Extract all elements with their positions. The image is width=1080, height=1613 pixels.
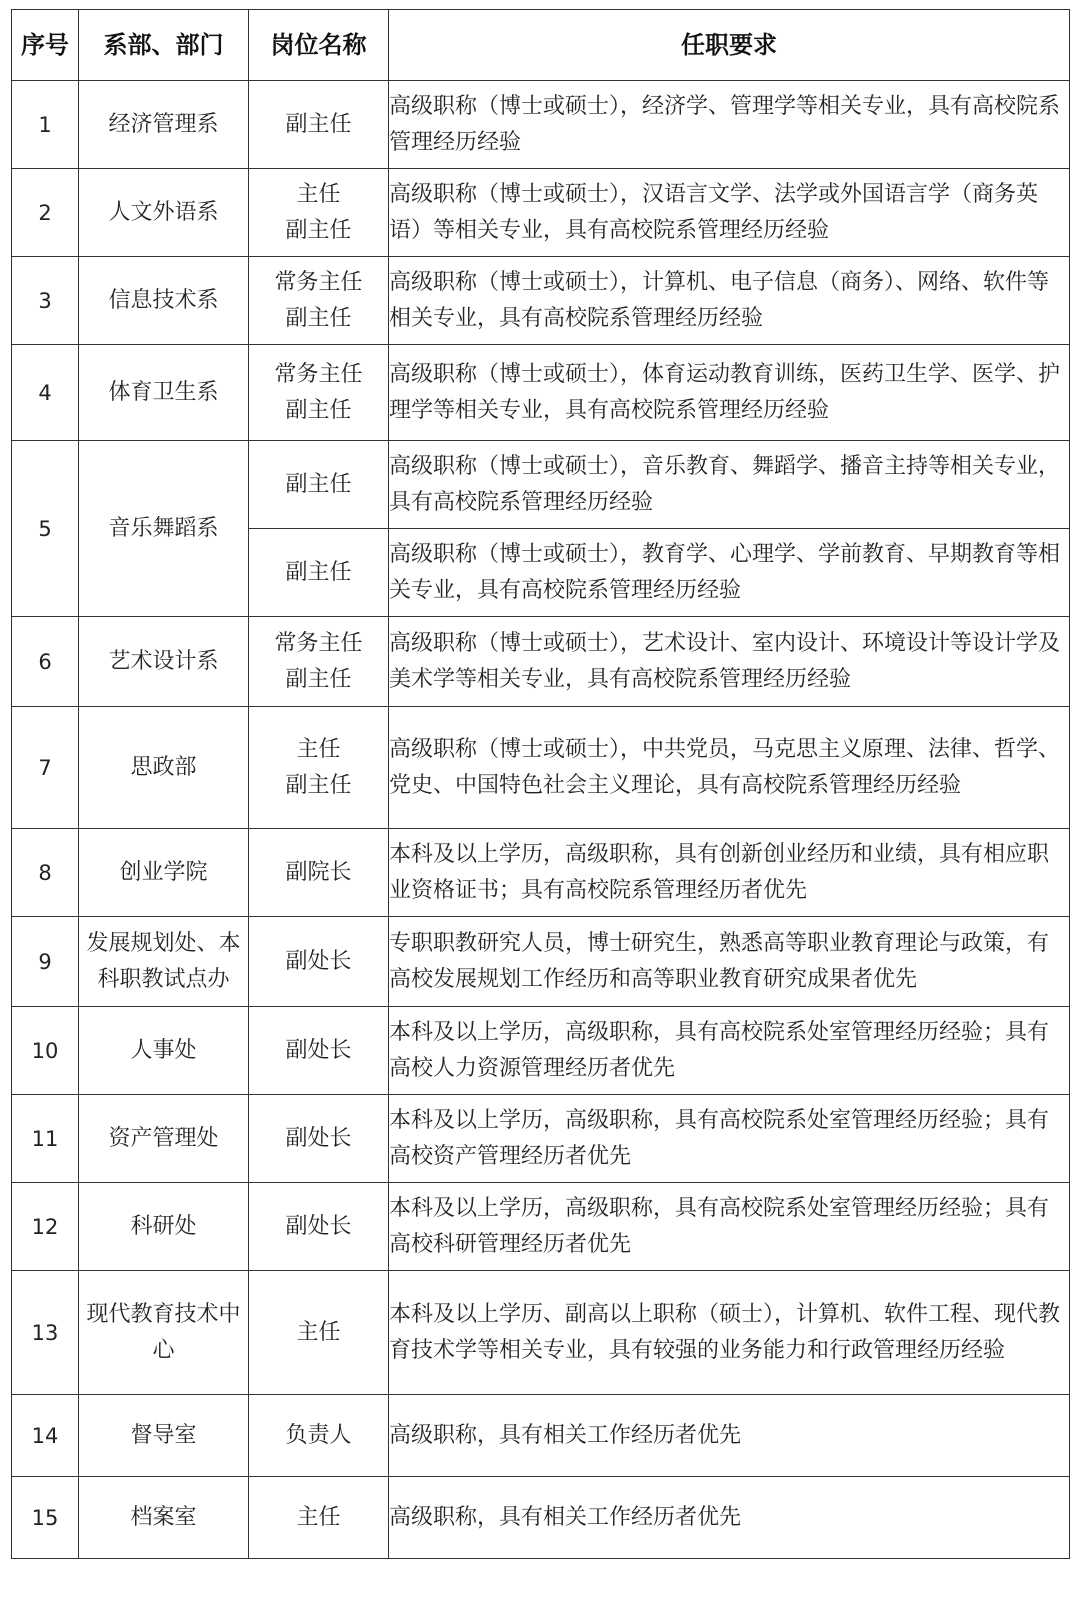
department-cell: 思政部 (79, 707, 249, 829)
row-number: 14 (12, 1395, 79, 1477)
requirement-cell: 高级职称（博士或硕士），教育学、心理学、学前教育、早期教育等相关专业，具有高校院系管理经历经验 (389, 529, 1070, 617)
row-number: 9 (12, 917, 79, 1007)
table-row (12, 1183, 1070, 1271)
position-title: 负责人 (285, 1422, 352, 1448)
row-number: 10 (12, 1007, 79, 1095)
position-cell (249, 529, 389, 617)
position-title: 副主任 (285, 559, 352, 585)
department-cell: 人文外语系 (79, 169, 249, 257)
position-title: 副主任 (285, 111, 352, 137)
position-cell (249, 1095, 389, 1183)
table-row (12, 257, 1070, 345)
table-header-row (12, 10, 1070, 81)
requirement-cell: 本科及以上学历、副高以上职称（硕士），计算机、软件工程、现代教育技术学等相关专业，具有较强的业务能力和行政管理经历经验 (389, 1271, 1070, 1395)
row-number: 12 (12, 1183, 79, 1271)
position-cell (249, 1477, 389, 1559)
table-row (12, 829, 1070, 917)
row-number: 7 (12, 707, 79, 829)
department-cell: 现代教育技术中心 (79, 1271, 249, 1395)
requirement-cell: 高级职称，具有相关工作经历者优先 (389, 1395, 1070, 1477)
position-title: 副主任 (285, 397, 352, 423)
position-title: 副处长 (285, 948, 352, 974)
requirement-cell: 高级职称（博士或硕士），体育运动教育训练，医药卫生学、医学、护理学等相关专业，具有高校院系管理经历经验 (389, 345, 1070, 441)
table-row (12, 917, 1070, 1007)
position-cell (249, 1183, 389, 1271)
row-number: 6 (12, 617, 79, 707)
position-title: 副主任 (285, 217, 352, 243)
table-row (12, 1007, 1070, 1095)
requirement-cell: 高级职称（博士或硕士），音乐教育、舞蹈学、播音主持等相关专业，具有高校院系管理经历经验 (389, 441, 1070, 529)
table-row (12, 1271, 1070, 1395)
position-cell (249, 1271, 389, 1395)
header-department: 系部、部门 (79, 10, 249, 81)
position-cell (249, 1007, 389, 1095)
row-number: 13 (12, 1271, 79, 1395)
header-number: 序号 (12, 10, 79, 81)
department-cell: 体育卫生系 (79, 345, 249, 441)
department-cell: 艺术设计系 (79, 617, 249, 707)
row-number: 5 (12, 441, 79, 617)
row-number: 1 (12, 81, 79, 169)
header-position: 岗位名称 (249, 10, 389, 81)
department-cell: 档案室 (79, 1477, 249, 1559)
table-body (12, 81, 1070, 1559)
requirement-cell: 高级职称（博士或硕士），计算机、电子信息（商务）、网络、软件等相关专业，具有高校院系管理经历经验 (389, 257, 1070, 345)
position-title: 主任 (296, 1319, 341, 1345)
requirement-cell: 专职职教研究人员，博士研究生，熟悉高等职业教育理论与政策，有高校发展规划工作经历和高等职业教育研究成果者优先 (389, 917, 1070, 1007)
table-row (12, 169, 1070, 257)
department-cell: 督导室 (79, 1395, 249, 1477)
position-cell (249, 81, 389, 169)
position-title: 副主任 (285, 772, 352, 798)
table-row (12, 707, 1070, 829)
position-cell (249, 707, 389, 829)
position-title: 副主任 (285, 471, 352, 497)
table-row (12, 1095, 1070, 1183)
position-title: 副处长 (285, 1213, 352, 1239)
position-cell (249, 169, 389, 257)
department-cell: 经济管理系 (79, 81, 249, 169)
department-cell: 发展规划处、本科职教试点办 (79, 917, 249, 1007)
position-title: 主任 (296, 736, 341, 762)
position-title: 常务主任 (274, 269, 363, 295)
position-title: 主任 (296, 181, 341, 207)
row-number: 4 (12, 345, 79, 441)
position-title: 主任 (296, 1504, 341, 1530)
department-cell: 信息技术系 (79, 257, 249, 345)
job-requirements-table (11, 9, 1070, 1559)
department-cell: 资产管理处 (79, 1095, 249, 1183)
row-number: 8 (12, 829, 79, 917)
requirement-cell: 本科及以上学历，高级职称，具有高校院系处室管理经历经验；具有高校人力资源管理经历者优先 (389, 1007, 1070, 1095)
position-cell (249, 257, 389, 345)
position-title: 常务主任 (274, 361, 363, 387)
department-cell: 科研处 (79, 1183, 249, 1271)
table-row (12, 1395, 1070, 1477)
table-row (12, 81, 1070, 169)
table-row (12, 1477, 1070, 1559)
position-title: 副主任 (285, 305, 352, 331)
row-number: 11 (12, 1095, 79, 1183)
position-cell (249, 917, 389, 1007)
requirement-cell: 高级职称（博士或硕士），艺术设计、室内设计、环境设计等设计学及美术学等相关专业，具有高校院系管理经历经验 (389, 617, 1070, 707)
requirement-cell: 高级职称（博士或硕士），经济学、管理学等相关专业，具有高校院系管理经历经验 (389, 81, 1070, 169)
requirement-cell: 高级职称，具有相关工作经历者优先 (389, 1477, 1070, 1559)
position-cell (249, 1395, 389, 1477)
row-number: 15 (12, 1477, 79, 1559)
position-title: 常务主任 (274, 630, 363, 656)
requirement-cell: 本科及以上学历，高级职称，具有创新创业经历和业绩，具有相应职业资格证书；具有高校院系管理经历者优先 (389, 829, 1070, 917)
position-title: 副院长 (285, 859, 352, 885)
requirement-cell: 高级职称（博士或硕士），汉语言文学、法学或外国语言学（商务英语）等相关专业，具有高校院系管理经历经验 (389, 169, 1070, 257)
position-cell (249, 829, 389, 917)
position-cell (249, 345, 389, 441)
position-title: 副主任 (285, 666, 352, 692)
requirement-cell: 本科及以上学历，高级职称，具有高校院系处室管理经历经验；具有高校科研管理经历者优先 (389, 1183, 1070, 1271)
requirement-cell: 本科及以上学历，高级职称，具有高校院系处室管理经历经验；具有高校资产管理经历者优先 (389, 1095, 1070, 1183)
row-number: 2 (12, 169, 79, 257)
department-cell: 创业学院 (79, 829, 249, 917)
table-row (12, 617, 1070, 707)
position-title: 副处长 (285, 1125, 352, 1151)
department-cell: 音乐舞蹈系 (79, 441, 249, 617)
department-cell: 人事处 (79, 1007, 249, 1095)
position-cell (249, 441, 389, 529)
row-number: 3 (12, 257, 79, 345)
position-title: 副处长 (285, 1037, 352, 1063)
header-requirements: 任职要求 (389, 10, 1070, 81)
table-row (12, 441, 1070, 529)
table-row (12, 345, 1070, 441)
position-cell (249, 617, 389, 707)
requirement-cell: 高级职称（博士或硕士），中共党员，马克思主义原理、法律、哲学、党史、中国特色社会主义理论，具有高校院系管理经历经验 (389, 707, 1070, 829)
